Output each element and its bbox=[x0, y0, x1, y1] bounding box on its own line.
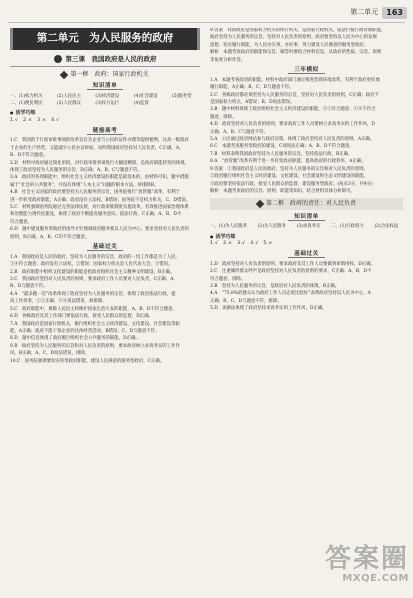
text-line: 6.C 本题考查服务型政府的建设，C项说法正确；A、B、D不符合题意。 bbox=[210, 144, 354, 150]
text-line: 等角度分析作答。 bbox=[210, 57, 246, 63]
text-line: 2.D 材料中政府通过简化审批，对行政审批事项进行大幅度精简，是政府职能转变的体现， bbox=[10, 160, 189, 166]
text-line: 履行职能，A正确；B、C、D与题意不符。 bbox=[210, 85, 294, 91]
text-line: 是国家权力机关，A错误；B、D说法错误。 bbox=[210, 100, 295, 106]
text-line: B、D与题意不符。 bbox=[10, 284, 48, 290]
knowledge-item: (2)人民群众 bbox=[57, 100, 81, 106]
text-line: 于企业的生产经营，又能减少公民办证时间，说明我国政府坚持对人民负责，C正确，A、 bbox=[10, 145, 184, 151]
text-line: 8.A “放管服”改革有利于进一步转变政府职能，提高政府的行政效率，A正确。 bbox=[210, 159, 366, 165]
text-line: 4.A “最多跑一次”改革体现了政府坚持为人民服务的宗旨，体现了政府依法行政，提 bbox=[10, 291, 176, 297]
link-exam-heading: 链接高考 bbox=[10, 128, 200, 135]
text-line: 3.A 政府的各项职能中，组织社会主义经济建设的职能是最基本的，由材料可知，题中措施 bbox=[10, 175, 189, 181]
text-line: 思想，切实履行职能，为人民办实事、办好事，努力建设人民满意的服务型政府。 bbox=[210, 42, 369, 48]
text-line: 1.A 本题考查政府的职能。材料中政府部门通过推进营商环境改革，有利于政府更好地 bbox=[210, 77, 380, 83]
text-line: 符合题意，排除。 bbox=[210, 276, 246, 282]
diamond-icon bbox=[256, 199, 264, 207]
text-line: 7.A 我国政府是国家行政机关，履行组织社会主义经济建设、文化建设、社会建设等职 bbox=[10, 321, 180, 327]
knowledge-item: (4)监督 bbox=[133, 100, 149, 106]
text-line: 10.C 国务院强调要切实转变政府职能，建设人民满意的服务型政府，C正确。 bbox=[10, 358, 165, 364]
text-line: 5.C 材料强调国务院通过完善法律法规，对行政审批制度实施改革，有效推进国家治理体系 bbox=[10, 205, 189, 211]
text-line: 9.B 政府坚持为人民服务的宗旨和对人民负责的原则，要求政府树立求真务实的工作作 bbox=[10, 343, 180, 349]
text-line: 原则，D正确，A、B、C均不符合题意。 bbox=[10, 234, 90, 240]
knowledge-item: 二、(1)行政权力 bbox=[331, 224, 364, 229]
basic-heading-2: 基础过关 bbox=[210, 251, 403, 258]
page-number: 163 bbox=[382, 7, 407, 20]
link-exam-body bbox=[10, 138, 200, 240]
text-line: 高工作效率，①②正确；③④说法错误，故排除。 bbox=[10, 299, 107, 305]
text-line: 题意，排除。 bbox=[210, 114, 237, 120]
text-line: 5.D 该做法体现了政府坚持求真务实的工作作风，D正确。 bbox=[210, 306, 327, 312]
lesson-title bbox=[10, 55, 200, 68]
knowledge-item: (5)服务型 bbox=[172, 93, 192, 99]
frame-title bbox=[10, 71, 200, 79]
text-line: 正确；A、B、C与题意不符。 bbox=[210, 129, 269, 135]
quick-practice-tag: ● 活学巧练 bbox=[10, 110, 36, 117]
text-line: 7.B 材料表明我国政府坚持为人民服务的宗旨，坚持依法行政，B正确。 bbox=[210, 151, 353, 157]
text-line: 3.B 题中材料体现了政府组织社会主义经济建设的职能，②③符合题意；①④不符合 bbox=[210, 107, 376, 113]
header-divider bbox=[8, 22, 405, 23]
text-line: B、D不符合题意。 bbox=[10, 153, 48, 159]
lesson-title-text: 第三课 我国政府是人民的政府 bbox=[65, 54, 157, 63]
knowledge-item: 一、(1)权力机关 bbox=[10, 93, 43, 99]
text-line: 1.C 我国新于行政审批事项的改革旨在为企业与公民的证件办理等提供便利，这高一级政府 bbox=[10, 138, 189, 144]
mock-body bbox=[210, 78, 403, 195]
text-line: 5.C 政府职能中，保障人民民主和维护国家长治久安的职能，A、B、D不符合题意。 bbox=[10, 306, 177, 312]
text-line: 2.B 政府职能中组织文化建设的职能是指政府组织社会主义精神文明建设，B正确。 bbox=[10, 269, 175, 275]
text-line: 能，A正确；政府不能干预企业的具体经营活动，B错误；C、D与题意不符。 bbox=[10, 328, 160, 334]
text-line: 政府坚持为人民服务的宗旨，坚持对人民负责的原则。政府要坚持以人民为中心的发展 bbox=[210, 35, 377, 41]
quick-practice-tag-2: ● 活学巧练 bbox=[210, 234, 236, 241]
knowledge-list-heading-2: 知识清单 bbox=[210, 214, 403, 221]
knowledge-list-heading: 知识清单 bbox=[10, 83, 200, 90]
text-line: ①④符合题意；政府没有立法权，②错误；国家权力机关是人民代表大会，③错误。 bbox=[10, 262, 173, 268]
knowledge-item: 一、(1)为人民服务 bbox=[210, 224, 247, 229]
watermark-sub: MXQE.COM bbox=[342, 573, 409, 584]
knowledge-item: (2)为人民服务 bbox=[257, 224, 286, 229]
knowledge-item: (3)权力运行 bbox=[95, 100, 120, 106]
answer-continuation bbox=[210, 28, 403, 63]
knowledge-item: 二、(1)便民利民 bbox=[10, 100, 43, 106]
knowledge-items-2 bbox=[210, 224, 403, 230]
basic-heading: 基础过关 bbox=[10, 244, 200, 251]
text-line: 3.B 坚持为人民服务的宗旨，是政府对人民负责的体现，B正确。 bbox=[210, 284, 340, 290]
text-line: 2.C 各级政府都必须坚持为人民服务的宗旨，坚持对人民负责的原则，C正确；政府不 bbox=[210, 92, 379, 98]
text-line: 8.D 题中信息体现了政府履行组织社会公共服务的职能，D正确。 bbox=[10, 336, 140, 342]
unit-banner: 第二单元 为人民服务的政府 bbox=[10, 28, 200, 50]
right-column bbox=[210, 28, 403, 588]
text-line: 和治理能力现代化建设，体现了政府不断提高服务意识，依法行政，C正确；A、B、D不 bbox=[10, 212, 182, 218]
text-line: 解析 本题考查政府的宗旨、原则、职能等知识，结合材料具体分析即可。 bbox=[210, 188, 355, 194]
text-line: 2.C 注重倾听群众呼声是政府坚持对人民负责的原则的要求，C正确；A、B、D不 bbox=[210, 269, 372, 275]
quick-practice-answers: 1.√ 2.× 3.× 4.√ bbox=[10, 117, 60, 123]
text-line: 进一步转变政府职能，A正确；政府没有立法权，B错误；国务院不是权力机关，C、D错误。 bbox=[10, 197, 191, 203]
text-line: 属于“社会的公共服务”，并没有体现“人本主义”问题的根本方法，故排除B。 bbox=[10, 182, 159, 188]
text-line: ②政府履行组织社会主义经济建设、文化建设、社会建设和生态文明建设的职能。 bbox=[210, 174, 369, 180]
knowledge-items bbox=[10, 94, 200, 107]
knowledge-item: (4)社会建设 bbox=[133, 93, 158, 99]
left-column bbox=[10, 28, 200, 588]
text-line: ③政府要坚持依法行政，接受人民群众的监督，建设服务型政府。(每点3分，共9分) bbox=[210, 181, 373, 187]
text-line: 6.D 题中建设服务型政府的指导方针强调政府服务要以人民为中心，要求坚持对人民负责的 bbox=[10, 227, 189, 233]
text-line: 体现了政府坚持为人民服务的宗旨，D正确；A、B、C与题意不符。 bbox=[10, 168, 142, 173]
text-line: 4.A “75.8%的群众认为政府工作人员态度比较好”表明政府坚持以人民为中心，A bbox=[210, 291, 371, 297]
quick-practice-answers-2: 1.√ 2.× 3.√ 4.√ 5.× bbox=[210, 241, 273, 247]
text-line: 5.A 公民通过政府网站参与政府决策，体现了政府坚持对人民负责的原则，A正确。 bbox=[210, 137, 375, 143]
knowledge-item: (3)经济建设 bbox=[95, 93, 120, 99]
text-line: 4.B 社会主义国家的政府要坚持为人民服务的宗旨，国务院推行“放管服”改革，有利于 bbox=[10, 190, 180, 196]
running-header bbox=[350, 6, 407, 20]
text-line: 解析 本题考查政府的职能和宗旨，解答时要结合材料信息，从政府的性质、宗旨、原则 bbox=[210, 50, 382, 56]
text-line: 9.答案 ①我国政府是人民的政府，坚持为人民服务的宗旨和对人民负责的原则。 bbox=[210, 166, 368, 172]
text-line: 3.C 我国政府坚持对人民负责的原则，要求政府工作人员要对人民负责，C正确；A、 bbox=[10, 277, 178, 283]
knot-icon bbox=[54, 55, 62, 63]
basic-body bbox=[10, 255, 200, 365]
text-line: 4.D 政府坚持对人民负责的原则，要求政府工作人员要树立求真务实的工作作风，D bbox=[210, 122, 375, 128]
header-unit-label: 第二单元 bbox=[350, 8, 379, 17]
watermark-logo bbox=[291, 546, 409, 592]
frame-title-2 bbox=[210, 198, 403, 210]
frame-title-text: 第一框 政府：国家行政机关 bbox=[70, 71, 149, 79]
text-line: 9.答案 我国政府是国家权力机关的执行机关，是国家行政机关，依法行使行政管理职能， bbox=[210, 28, 386, 33]
mock-heading: 三年模拟 bbox=[210, 67, 403, 74]
knowledge-item: (2)合法权益 bbox=[374, 224, 399, 229]
text-line: 正确；B、C、D与题意不符，排除。 bbox=[210, 298, 282, 304]
text-line: 风，B正确；A、C、D说法错误，排除。 bbox=[10, 351, 90, 357]
knowledge-item: (3)求真务实 bbox=[296, 224, 321, 229]
basic-body-2 bbox=[210, 262, 403, 312]
knowledge-item: (2)人民民主 bbox=[57, 93, 81, 99]
text-line: 符合题意。 bbox=[10, 219, 32, 225]
watermark-main: 答案圈 bbox=[324, 544, 409, 574]
diamond-icon bbox=[60, 71, 68, 79]
text-line: 1.D 政府坚持对人民负责的原则，要求政府及其工作人员要做到审慎用权，D正确。 bbox=[210, 261, 375, 267]
text-line: 1.A 我国政府是人民的政府，坚持为人民服务的宗旨，政府的一切工作都是为了人民， bbox=[10, 254, 180, 260]
frame-title-2-text: 第二框 政府的责任：对人民负责 bbox=[265, 199, 356, 207]
text-line: 6.D 各级政府及其工作部门要依法行政，接受人民群众的监督，D正确。 bbox=[10, 314, 153, 320]
